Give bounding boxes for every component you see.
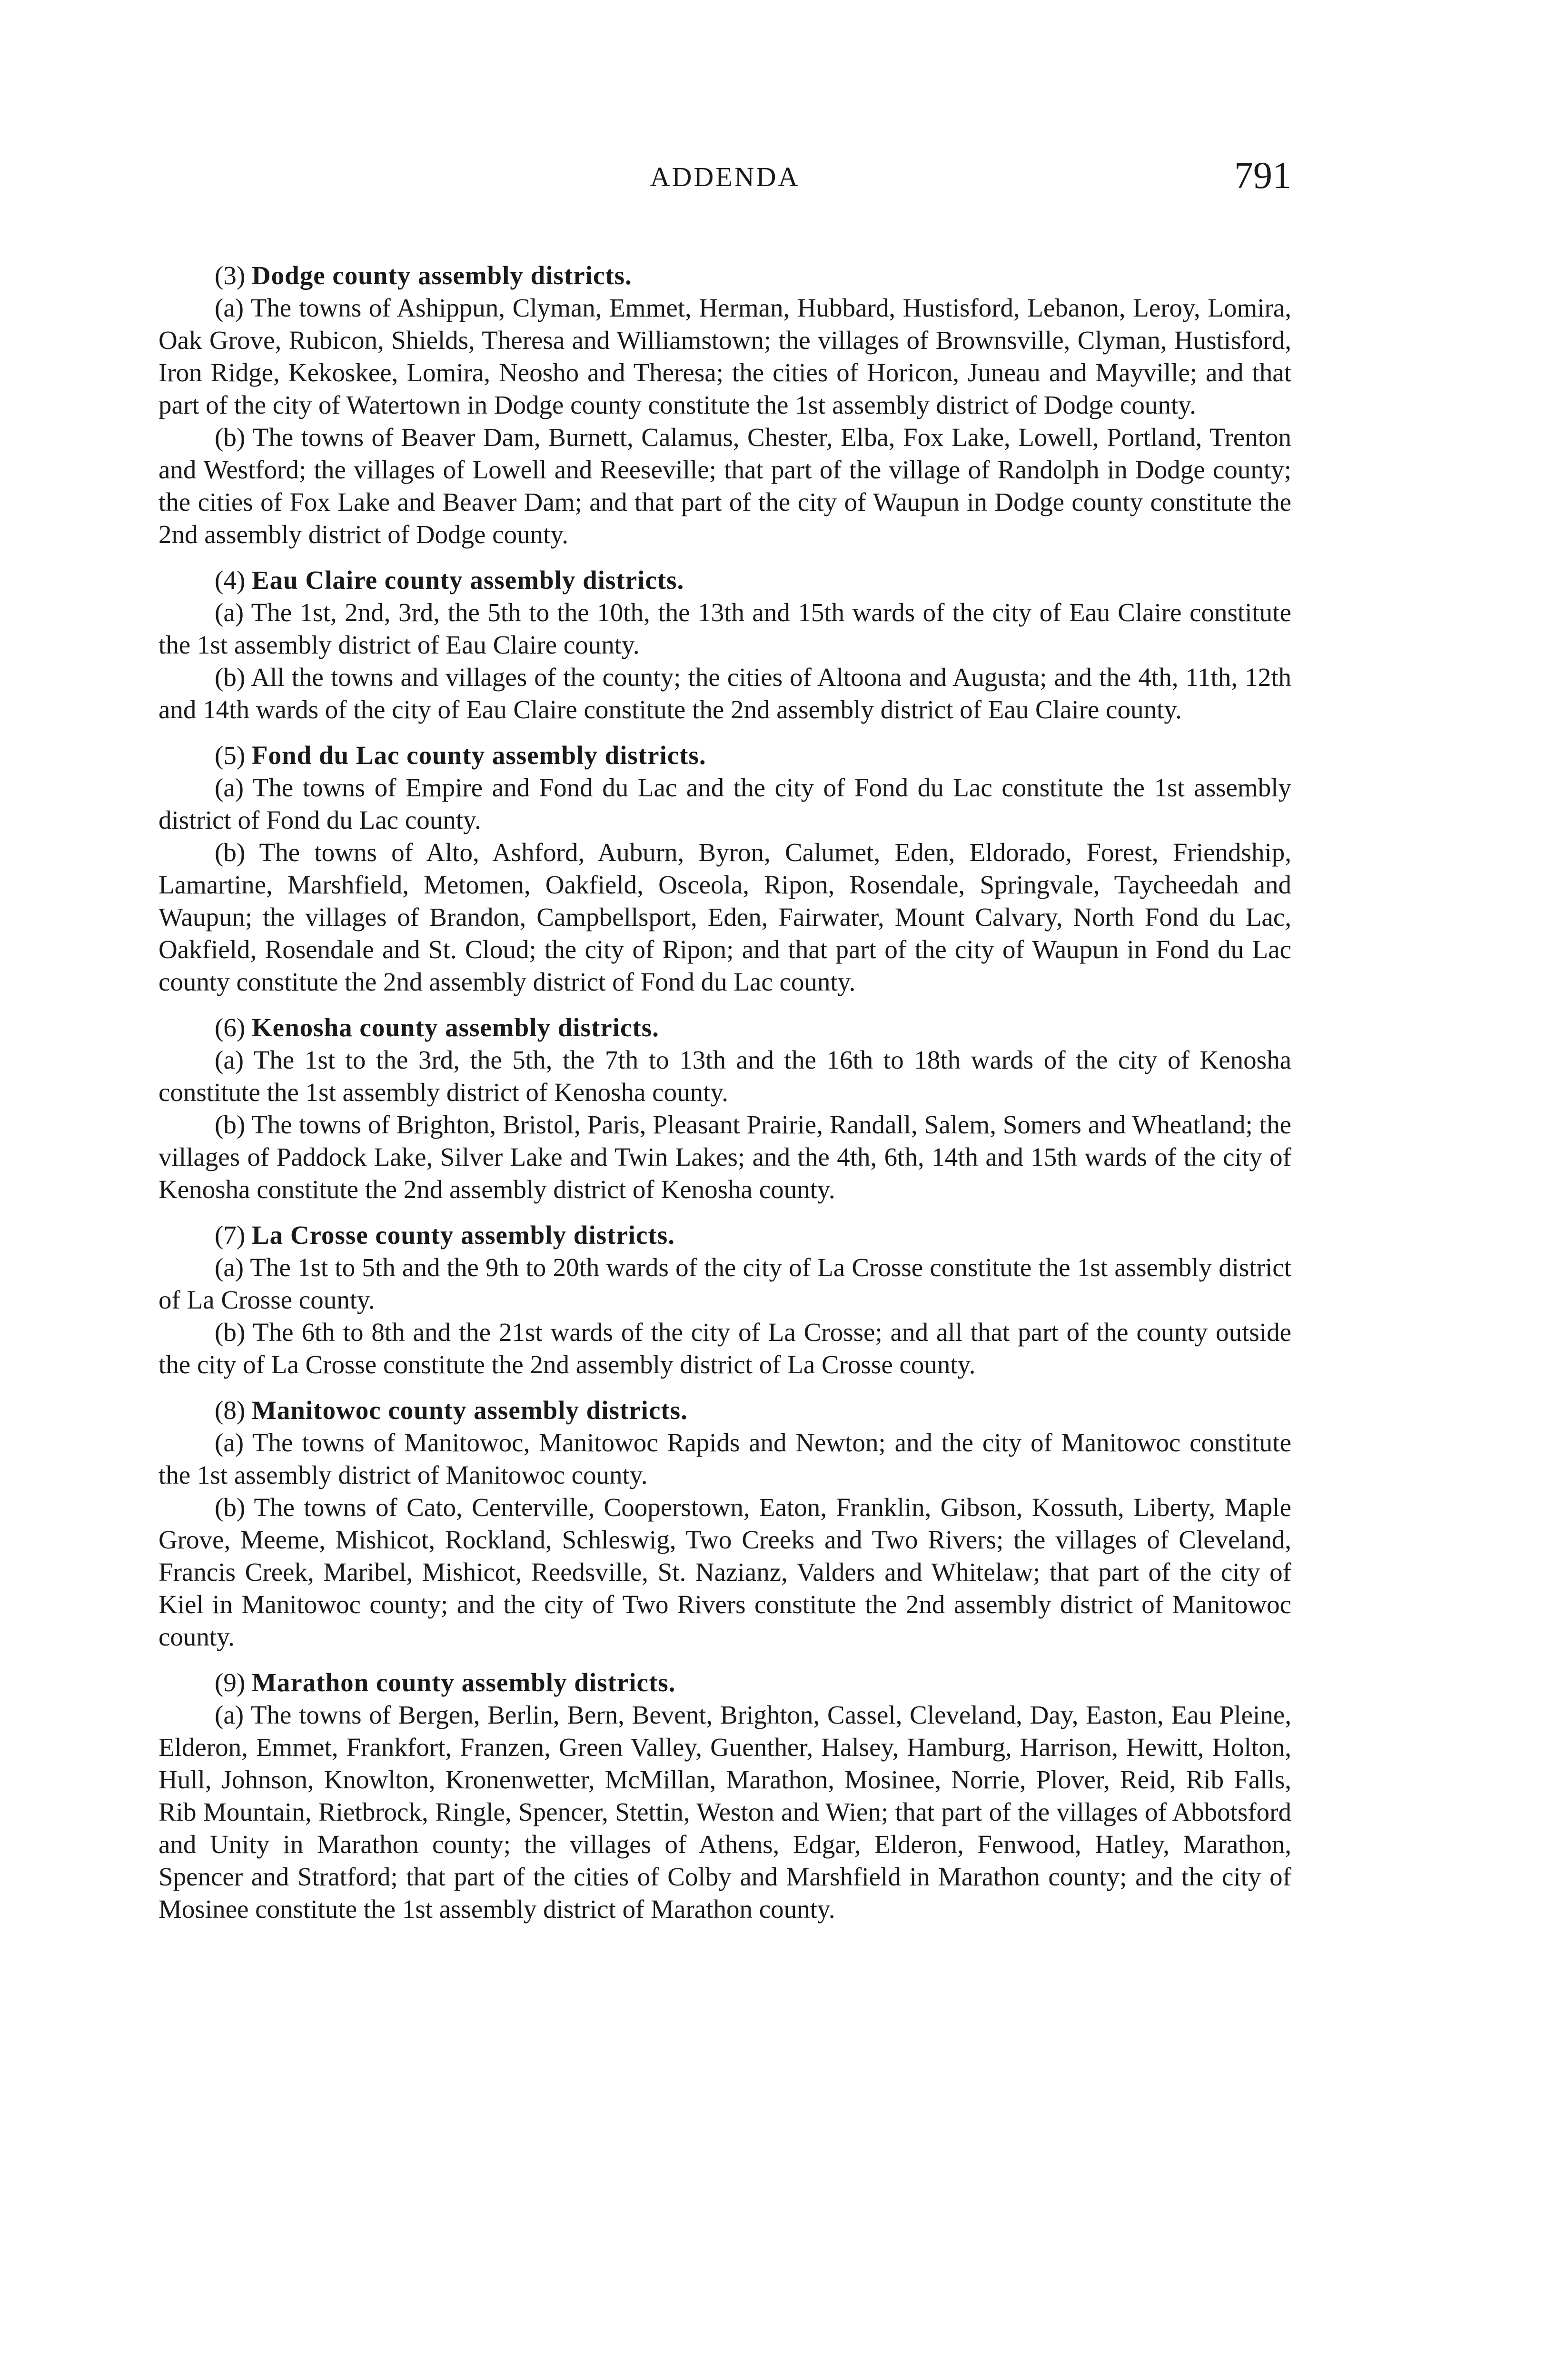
section-title: Eau Claire county assembly districts. [251,565,684,595]
section-eau-claire [159,564,1291,726]
section-number: (4) [215,565,246,595]
section-number: (6) [215,1013,246,1042]
paragraph: (b) The 6th to 8th and the 21st wards of the city of La Crosse; and all that part of the county outside the city of La Crosse constitute the 2nd assembly district of La Crosse county. [159,1318,1291,1379]
page [159,0,1291,2380]
running-head: ADDENDA [650,161,800,192]
section-number: (8) [215,1396,246,1425]
section-number: (5) [215,741,246,770]
paragraph: (b) The towns of Beaver Dam, Burnett, Calamus, Chester, Elba, Fox Lake, Lowell, Portland, Trenton and Westford; the villages of Lowell and Reeseville; that part of the village of Randolph in Dodge county; the cities of Fox Lake and Beaver Dam; and that part of the city of Waupun in Dodge county constitute the 2nd assembly district of Dodge county. [159,423,1291,549]
paragraph: (a) The towns of Manitowoc, Manitowoc Rapids and Newton; and the city of Manitowoc constitute the 1st assembly district of Manitowoc county. [159,1428,1291,1489]
section-marathon [159,1666,1291,1925]
paragraph: (a) The 1st to the 3rd, the 5th, the 7th to 13th and the 16th to 18th wards of the city of Kenosha constitute the 1st assembly district of Kenosha county. [159,1045,1291,1107]
page-header [159,152,1291,209]
section-heading [159,564,1291,596]
paragraph: (b) All the towns and villages of the county; the cities of Altoona and Augusta; and the 4th, 11th, 12th and 14th wards of the city of Eau Claire constitute the 2nd assembly district of Eau Claire county. [159,663,1291,724]
section-title: Fond du Lac county assembly districts. [251,741,706,770]
section-number: (7) [215,1220,246,1250]
section-title: Kenosha county assembly districts. [251,1013,659,1042]
section-heading [159,259,1291,292]
body-text [159,259,1291,1939]
paragraph: (b) The towns of Brighton, Bristol, Paris, Pleasant Prairie, Randall, Salem, Somers and Wheatland; the villages of Paddock Lake, Silver Lake and Twin Lakes; and the 4th, 6th, 14th and 15th wards of the city of Kenosha constitute the 2nd assembly district of Kenosha county. [159,1110,1291,1204]
section-kenosha [159,1012,1291,1206]
section-dodge [159,259,1291,551]
section-title: La Crosse county assembly districts. [251,1220,675,1250]
section-fond-du-lac [159,739,1291,998]
paragraph: (a) The towns of Bergen, Berlin, Bern, Bevent, Brighton, Cassel, Cleveland, Day, Easton, Eau Pleine, Elderon, Emmet, Frankfort, Franzen, Green Valley, Guenther, Halsey, Hamburg, Harrison, Hewitt, Holton, Hull, Johnson, Knowlton, Kronenwetter, McMillan, Marathon, Mosinee, Norrie, Plover, Reid, Rib Falls, Rib Mountain, Rietbrock, Ringle, Spencer, Stettin, Weston and Wien; that part of the villages of Abbotsford and Unity in Marathon county; the villages of Athens, Edgar, Elderon, Fenwood, Hatley, Marathon, Spencer and Stratford; that part of the cities of Colby and Marshfield in Marathon county; and the city of Mosinee constitute the 1st assembly district of Marathon county. [159,1700,1291,1924]
section-number: (3) [215,261,246,290]
paragraph: (b) The towns of Cato, Centerville, Cooperstown, Eaton, Franklin, Gibson, Kossuth, Liberty, Maple Grove, Meeme, Mishicot, Rockland, Schleswig, Two Creeks and Two Rivers; the villages of Cleveland, Francis Creek, Maribel, Mishicot, Reedsville, St. Nazianz, Valders and Whitelaw; that part of the city of Kiel in Manitowoc county; and the city of Two Rivers constitute the 2nd assembly district of Manitowoc county. [159,1493,1291,1651]
page-number: 791 [1234,155,1291,197]
section-title: Marathon county assembly districts. [251,1668,676,1697]
section-heading [159,1394,1291,1427]
section-title: Manitowoc county assembly districts. [251,1396,688,1425]
section-number: (9) [215,1668,246,1697]
paragraph: (a) The towns of Empire and Fond du Lac and the city of Fond du Lac constitute the 1st assembly district of Fond du Lac county. [159,773,1291,834]
paragraph: (a) The 1st, 2nd, 3rd, the 5th to the 10th, the 13th and 15th wards of the city of Eau Claire constitute the 1st assembly district of Eau Claire county. [159,598,1291,659]
section-la-crosse [159,1219,1291,1381]
paragraph: (a) The towns of Ashippun, Clyman, Emmet, Herman, Hubbard, Hustisford, Lebanon, Leroy, Lomira, Oak Grove, Rubicon, Shields, Theresa and Williamstown; the villages of Brownsville, Clyman, Hustisford, Iron Ridge, Kekoskee, Lomira, Neosho and Theresa; the cities of Horicon, Juneau and Mayville; and that part of the city of Watertown in Dodge county constitute the 1st assembly district of Dodge county. [159,293,1291,419]
section-heading [159,1666,1291,1699]
paragraph: (a) The 1st to 5th and the 9th to 20th wards of the city of La Crosse constitute the 1st assembly district of La Crosse county. [159,1253,1291,1314]
paragraph: (b) The towns of Alto, Ashford, Auburn, Byron, Calumet, Eden, Eldorado, Forest, Friendship, Lamartine, Marshfield, Metomen, Oakfield, Osceola, Ripon, Rosendale, Springvale, Taycheedah and Waupun; the villages of Brandon, Campbellsport, Eden, Fairwater, Mount Calvary, North Fond du Lac, Oakfield, Rosendale and St. Cloud; the city of Ripon; and that part of the city of Waupun in Fond du Lac county constitute the 2nd assembly district of Fond du Lac county. [159,838,1291,996]
section-heading [159,1012,1291,1044]
section-heading [159,1219,1291,1251]
section-heading [159,739,1291,772]
section-manitowoc [159,1394,1291,1653]
section-title: Dodge county assembly districts. [251,261,632,290]
